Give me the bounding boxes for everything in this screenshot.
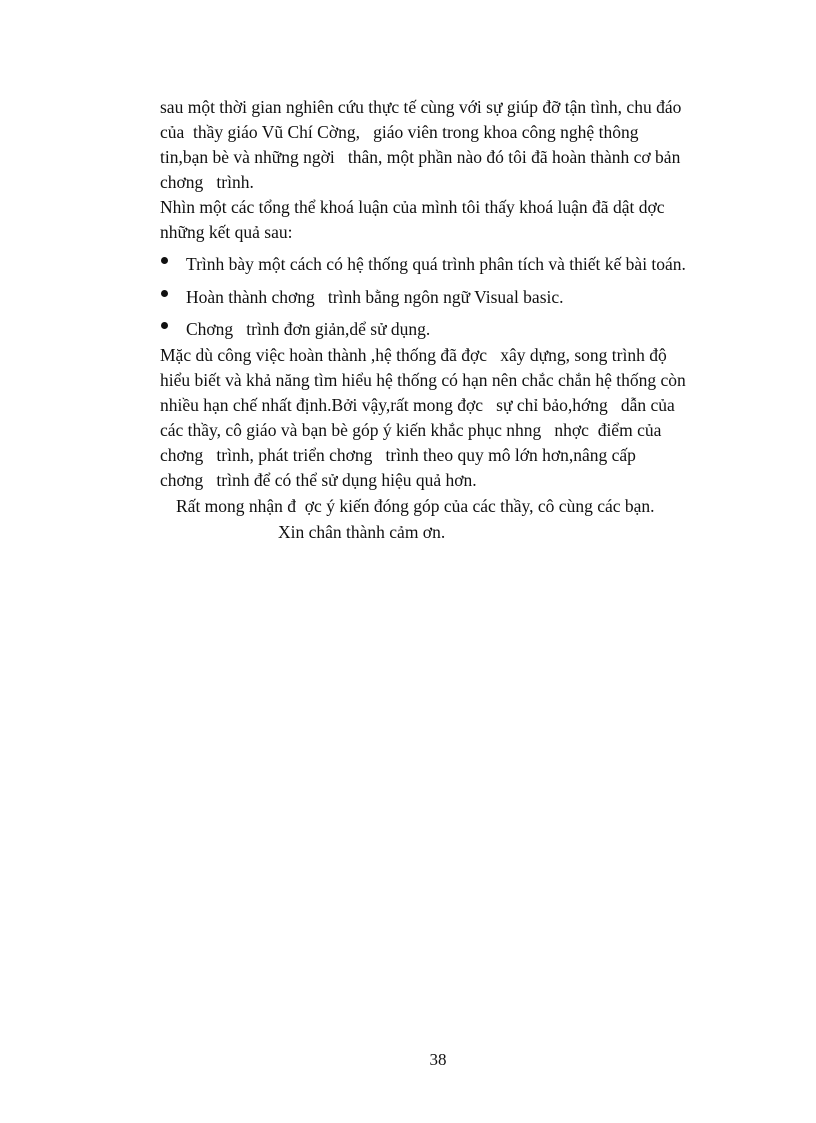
paragraph-1-line-2: của thầy giáo Vũ Chí Cờng, giáo viên trong khoa công nghệ thông bbox=[160, 122, 639, 142]
bullet-icon bbox=[161, 257, 168, 264]
paragraph-1-line-4: chơng trình. bbox=[160, 172, 254, 192]
paragraph-3-line-5: chơng trình, phát triển chơng trình theo quy mô lớn hơn,nâng cấp bbox=[160, 445, 636, 465]
paragraph-3-line-1: Mặc dù công việc hoàn thành ,hệ thống đã đợc xây dựng, song trình độ bbox=[160, 345, 667, 365]
thanks-line: Xin chân thành cảm ơn. bbox=[278, 522, 446, 542]
paragraph-2-line-1: Nhìn một các tổng thể khoá luận của mình tôi thấy khoá luận đã dật dợc bbox=[160, 197, 665, 217]
page-number: 38 bbox=[429, 1050, 447, 1069]
bullet-icon bbox=[161, 322, 168, 329]
bullet-item-2: Hoàn thành chơng trình bằng ngôn ngữ Visual basic. bbox=[186, 287, 564, 307]
paragraph-3-line-2: hiểu biết và khả năng tìm hiểu hệ thống có hạn nên chắc chắn hệ thống còn bbox=[160, 370, 686, 390]
paragraph-3-line-6: chơng trình để có thể sử dụng hiệu quả hơn. bbox=[160, 470, 477, 490]
paragraph-1-line-3: tin,bạn bè và những ngời thân, một phần nào đó tôi đã hoàn thành cơ bản bbox=[160, 147, 681, 167]
bullet-item-1: Trình bày một cách có hệ thống quá trình phân tích và thiết kế bài toán. bbox=[186, 254, 686, 274]
closing-line: Rất mong nhận đ ợc ý kiến đóng góp của các thầy, cô cùng các bạn. bbox=[176, 496, 655, 516]
paragraph-1-line-1: sau một thời gian nghiên cứu thực tế cùng với sự giúp đỡ tận tình, chu đáo bbox=[160, 97, 682, 117]
bullet-icon bbox=[161, 290, 168, 297]
paragraph-2-line-2: những kết quả sau: bbox=[160, 222, 293, 242]
bullet-item-3: Chơng trình đơn giản,dể sử dụng. bbox=[186, 319, 431, 339]
paragraph-3-line-3: nhiều hạn chế nhất định.Bởi vậy,rất mong đợc sự chỉ bảo,hớng dẫn của bbox=[160, 395, 675, 415]
paragraph-3-line-4: các thầy, cô giáo và bạn bè góp ý kiến khắc phục nhng nhợc điểm của bbox=[160, 420, 662, 440]
